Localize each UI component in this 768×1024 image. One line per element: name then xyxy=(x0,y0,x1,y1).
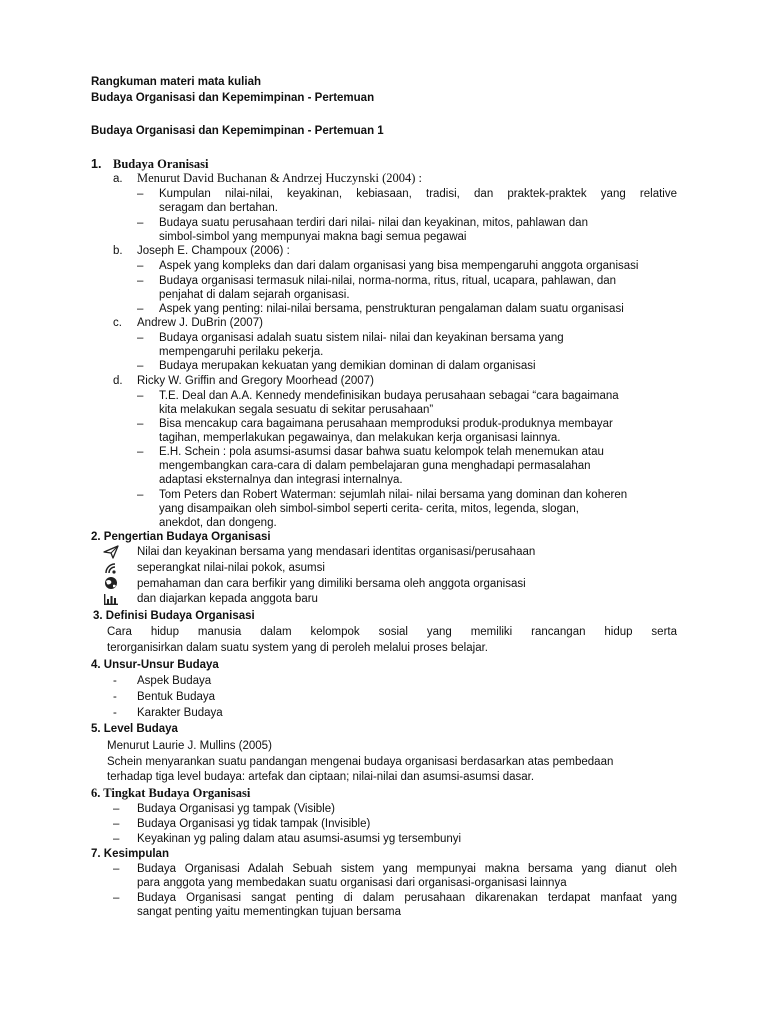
list-item-cont: simbol-simbol yang mempunyai makna bagi semua pegawai xyxy=(159,231,467,243)
doc-heading-3: Budaya Organisasi dan Kepemimpinan - Pertemuan 1 xyxy=(91,125,384,137)
dash-bullet: – xyxy=(137,303,144,315)
dash-bullet: – xyxy=(137,217,144,229)
section-6-title: 6. Tingkat Budaya Organisasi xyxy=(91,786,251,800)
paragraph-cont: terhadap tiga level budaya: artefak dan ciptaan; nilai-nilai dan asumsi-asumsi dasar. xyxy=(107,771,535,783)
bar-chart-icon xyxy=(103,592,119,606)
list-item: Budaya Organisasi sangat penting di dalam perusahaan dikarenakan terdapat manfaat yang xyxy=(137,892,677,904)
doc-heading-1: Rangkuman materi mata kuliah xyxy=(91,76,261,88)
paragraph-cont: terorganisirkan dalam suatu system yang di peroleh melalui proses belajar. xyxy=(107,642,488,654)
list-marker: a. xyxy=(113,173,123,185)
globe-icon xyxy=(103,576,119,590)
section-4-title: 4. Unsur-Unsur Budaya xyxy=(91,659,219,671)
broadcast-icon xyxy=(103,561,119,575)
list-item: seperangkat nilai-nilai pokok, asumsi xyxy=(137,562,325,574)
section-5-title: 5. Level Budaya xyxy=(91,723,178,735)
list-item-cont: kita melakukan segala sesuatu di sekitar perusahaan” xyxy=(159,404,434,416)
section-7-title: 7. Kesimpulan xyxy=(91,848,169,860)
list-item: T.E. Deal dan A.A. Kennedy mendefinisikan budaya perusahaan sebagai “cara bagaimana xyxy=(159,390,619,402)
list-item: Aspek yang penting: nilai-nilai bersama, penstrukturan pengalaman dalam suatu organisasi xyxy=(159,303,624,315)
list-item: E.H. Schein : pola asumsi-asumsi dasar bahwa suatu kelompok telah menemukan atau xyxy=(159,446,604,458)
paragraph: Schein menyarankan suatu pandangan mengenai budaya organisasi berdasarkan atas pembedaan xyxy=(107,756,614,768)
list-item-cont: para anggota yang membedakan suatu organisasi dari organisasi-organisasi lainnya xyxy=(137,877,567,889)
dash-bullet: – xyxy=(113,803,120,815)
list-item-cont: tagihan, memperlakukan pegawainya, dan melakukan kerja organisasi lainnya. xyxy=(159,432,561,444)
list-item: Karakter Budaya xyxy=(137,707,223,719)
list-item: Budaya suatu perusahaan terdiri dari nilai- nilai dan keyakinan, mitos, pahlawan dan xyxy=(159,217,588,229)
list-item: dan diajarkan kepada anggota baru xyxy=(137,593,318,605)
list-item: Kumpulan nilai-nilai, keyakinan, kebiasaan, tradisi, dan praktek-praktek yang relative xyxy=(159,188,677,200)
list-item: Tom Peters dan Robert Waterman: sejumlah nilai- nilai bersama yang dominan dan koheren xyxy=(159,489,628,501)
list-item-cont: penjahat di dalam sejarah organisasi. xyxy=(159,289,350,301)
subsection-a-title: Menurut David Buchanan & Andrzej Huczynski (2004) : xyxy=(137,171,423,185)
list-item-cont: sangat penting yaitu mementingkan tujuan bersama xyxy=(137,906,402,918)
list-item: pemahaman dan cara berfikir yang dimiliki bersama oleh anggota organisasi xyxy=(137,578,526,590)
paragraph: Cara hidup manusia dalam kelompok sosial yang memiliki rancangan hidup serta xyxy=(107,626,677,638)
list-item: Keyakinan yg paling dalam atau asumsi-asumsi yg tersembunyi xyxy=(137,833,462,845)
list-item: Aspek yang kompleks dan dari dalam organisasi yang bisa mempengaruhi anggota organisasi xyxy=(159,260,639,272)
dash-bullet: – xyxy=(137,418,144,430)
list-item: Budaya Organisasi yg tidak tampak (Invisible) xyxy=(137,818,371,830)
list-item-cont: yang disampaikan oleh simbol-simbol seperti cerita- cerita, mitos, legenda, slogan, xyxy=(159,503,579,515)
dash-bullet: – xyxy=(137,489,144,501)
dash-bullet: – xyxy=(137,332,144,344)
list-item: Budaya organisasi termasuk nilai-nilai, norma-norma, ritus, ritual, ucapara, pahlawan, dan xyxy=(159,275,617,287)
source-line: Menurut Laurie J. Mullins (2005) xyxy=(107,740,272,752)
dash-bullet: – xyxy=(137,446,144,458)
section-3-title: 3. Definisi Budaya Organisasi xyxy=(93,610,255,622)
dash-bullet: – xyxy=(137,260,144,272)
section-1-number: 1. xyxy=(91,157,102,171)
dash-bullet: – xyxy=(113,818,120,830)
section-2-title: 2. Pengertian Budaya Organisasi xyxy=(91,531,271,543)
list-item: Aspek Budaya xyxy=(137,675,212,687)
dash-bullet: – xyxy=(113,833,120,845)
list-item: Bisa mencakup cara bagaimana perusahaan memproduksi produk-produknya membayar xyxy=(159,418,613,430)
list-item: Bentuk Budaya xyxy=(137,691,216,703)
list-item: Nilai dan keyakinan bersama yang mendasari identitas organisasi/perusahaan xyxy=(137,546,536,558)
dash-bullet: – xyxy=(137,188,144,200)
list-marker: c. xyxy=(113,317,122,329)
list-item-cont: anekdot, dan dongeng. xyxy=(159,517,277,529)
section-1-title: Budaya Oranisasi xyxy=(113,157,209,171)
subsection-b-title: Joseph E. Champoux (2006) : xyxy=(137,245,290,257)
list-item: Budaya merupakan kekuatan yang demikian dominan di dalam organisasi xyxy=(159,360,536,372)
list-marker: d. xyxy=(113,375,123,387)
list-marker: b. xyxy=(113,245,123,257)
subsection-d-title: Ricky W. Griffin and Gregory Moorhead (2007) xyxy=(137,375,374,387)
list-item-cont: mengembangkan cara-cara di dalam pembelajaran guna menghadapi permasalahan xyxy=(159,460,591,472)
dash-bullet: – xyxy=(137,360,144,372)
doc-heading-2: Budaya Organisasi dan Kepemimpinan - Pertemuan xyxy=(91,92,375,104)
dash-bullet: – xyxy=(137,390,144,402)
subsection-c-title: Andrew J. DuBrin (2007) xyxy=(137,317,263,329)
list-item: Budaya Organisasi yg tampak (Visible) xyxy=(137,803,335,815)
list-item-cont: adaptasi eksternalnya dan integrasi internalnya. xyxy=(159,474,403,486)
dash-bullet: – xyxy=(137,275,144,287)
list-item: Budaya Organisasi Adalah Sebuah sistem yang mempunyai makna bersama yang dianut oleh xyxy=(137,863,677,875)
dash-bullet: - xyxy=(113,675,117,687)
list-item: Budaya organisasi adalah suatu sistem nilai- nilai dan keyakinan bersama yang xyxy=(159,332,564,344)
dash-bullet: - xyxy=(113,707,117,719)
dash-bullet: - xyxy=(113,691,117,703)
list-item-cont: mempengaruhi perilaku pekerja. xyxy=(159,346,324,358)
list-item-cont: seragam dan bertahan. xyxy=(159,202,278,214)
dash-bullet: – xyxy=(113,892,120,904)
paper-plane-icon xyxy=(103,545,119,559)
dash-bullet: – xyxy=(113,863,120,875)
